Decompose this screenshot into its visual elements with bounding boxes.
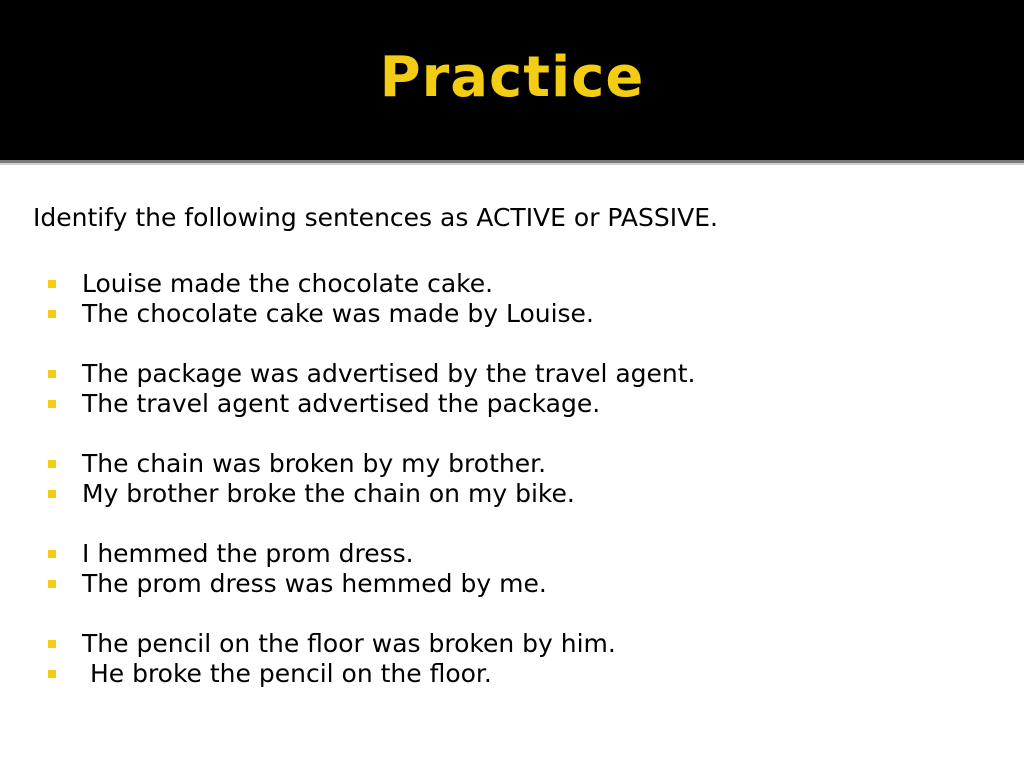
list-item: [48, 629, 616, 659]
list-item: [48, 449, 547, 479]
instructions-text: Identify the following sentences as ACTIVE or PASSIVE.: [33, 203, 718, 232]
sentence-text: The pencil on the floor was broken by him.: [82, 629, 616, 658]
list-item: [48, 389, 601, 419]
sentence-text: He broke the pencil on the floor.: [82, 659, 492, 688]
sentence-text: My brother broke the chain on my bike.: [82, 479, 575, 508]
sentence-text: The travel agent advertised the package.: [82, 389, 601, 418]
sentence-text: I hemmed the prom dress.: [82, 539, 414, 568]
bullet-square-icon: [48, 580, 56, 588]
bullet-square-icon: [48, 400, 56, 408]
bullet-square-icon: [48, 370, 56, 378]
list-item: [48, 479, 575, 509]
bullet-square-icon: [48, 640, 56, 648]
sentence-text: Louise made the chocolate cake.: [82, 269, 494, 298]
content-area: [0, 165, 1024, 768]
list-item: [48, 359, 696, 389]
bullet-square-icon: [48, 670, 56, 678]
bullet-square-icon: [48, 460, 56, 468]
bullet-square-icon: [48, 280, 56, 288]
list-item: [48, 269, 494, 299]
sentence-list: [48, 269, 696, 689]
sentence-text: The chocolate cake was made by Louise.: [82, 299, 594, 328]
sentence-text: The prom dress was hemmed by me.: [82, 569, 547, 598]
sentence-text: The chain was broken by my brother.: [82, 449, 547, 478]
sentence-text: The package was advertised by the travel agent.: [82, 359, 696, 388]
list-item: [48, 539, 414, 569]
bullet-square-icon: [48, 550, 56, 558]
bullet-square-icon: [48, 310, 56, 318]
list-item: [48, 299, 594, 329]
list-item: [48, 659, 492, 689]
title-bar: [0, 0, 1024, 160]
list-item: [48, 569, 547, 599]
bullet-square-icon: [48, 490, 56, 498]
slide-title: Practice: [379, 45, 645, 110]
